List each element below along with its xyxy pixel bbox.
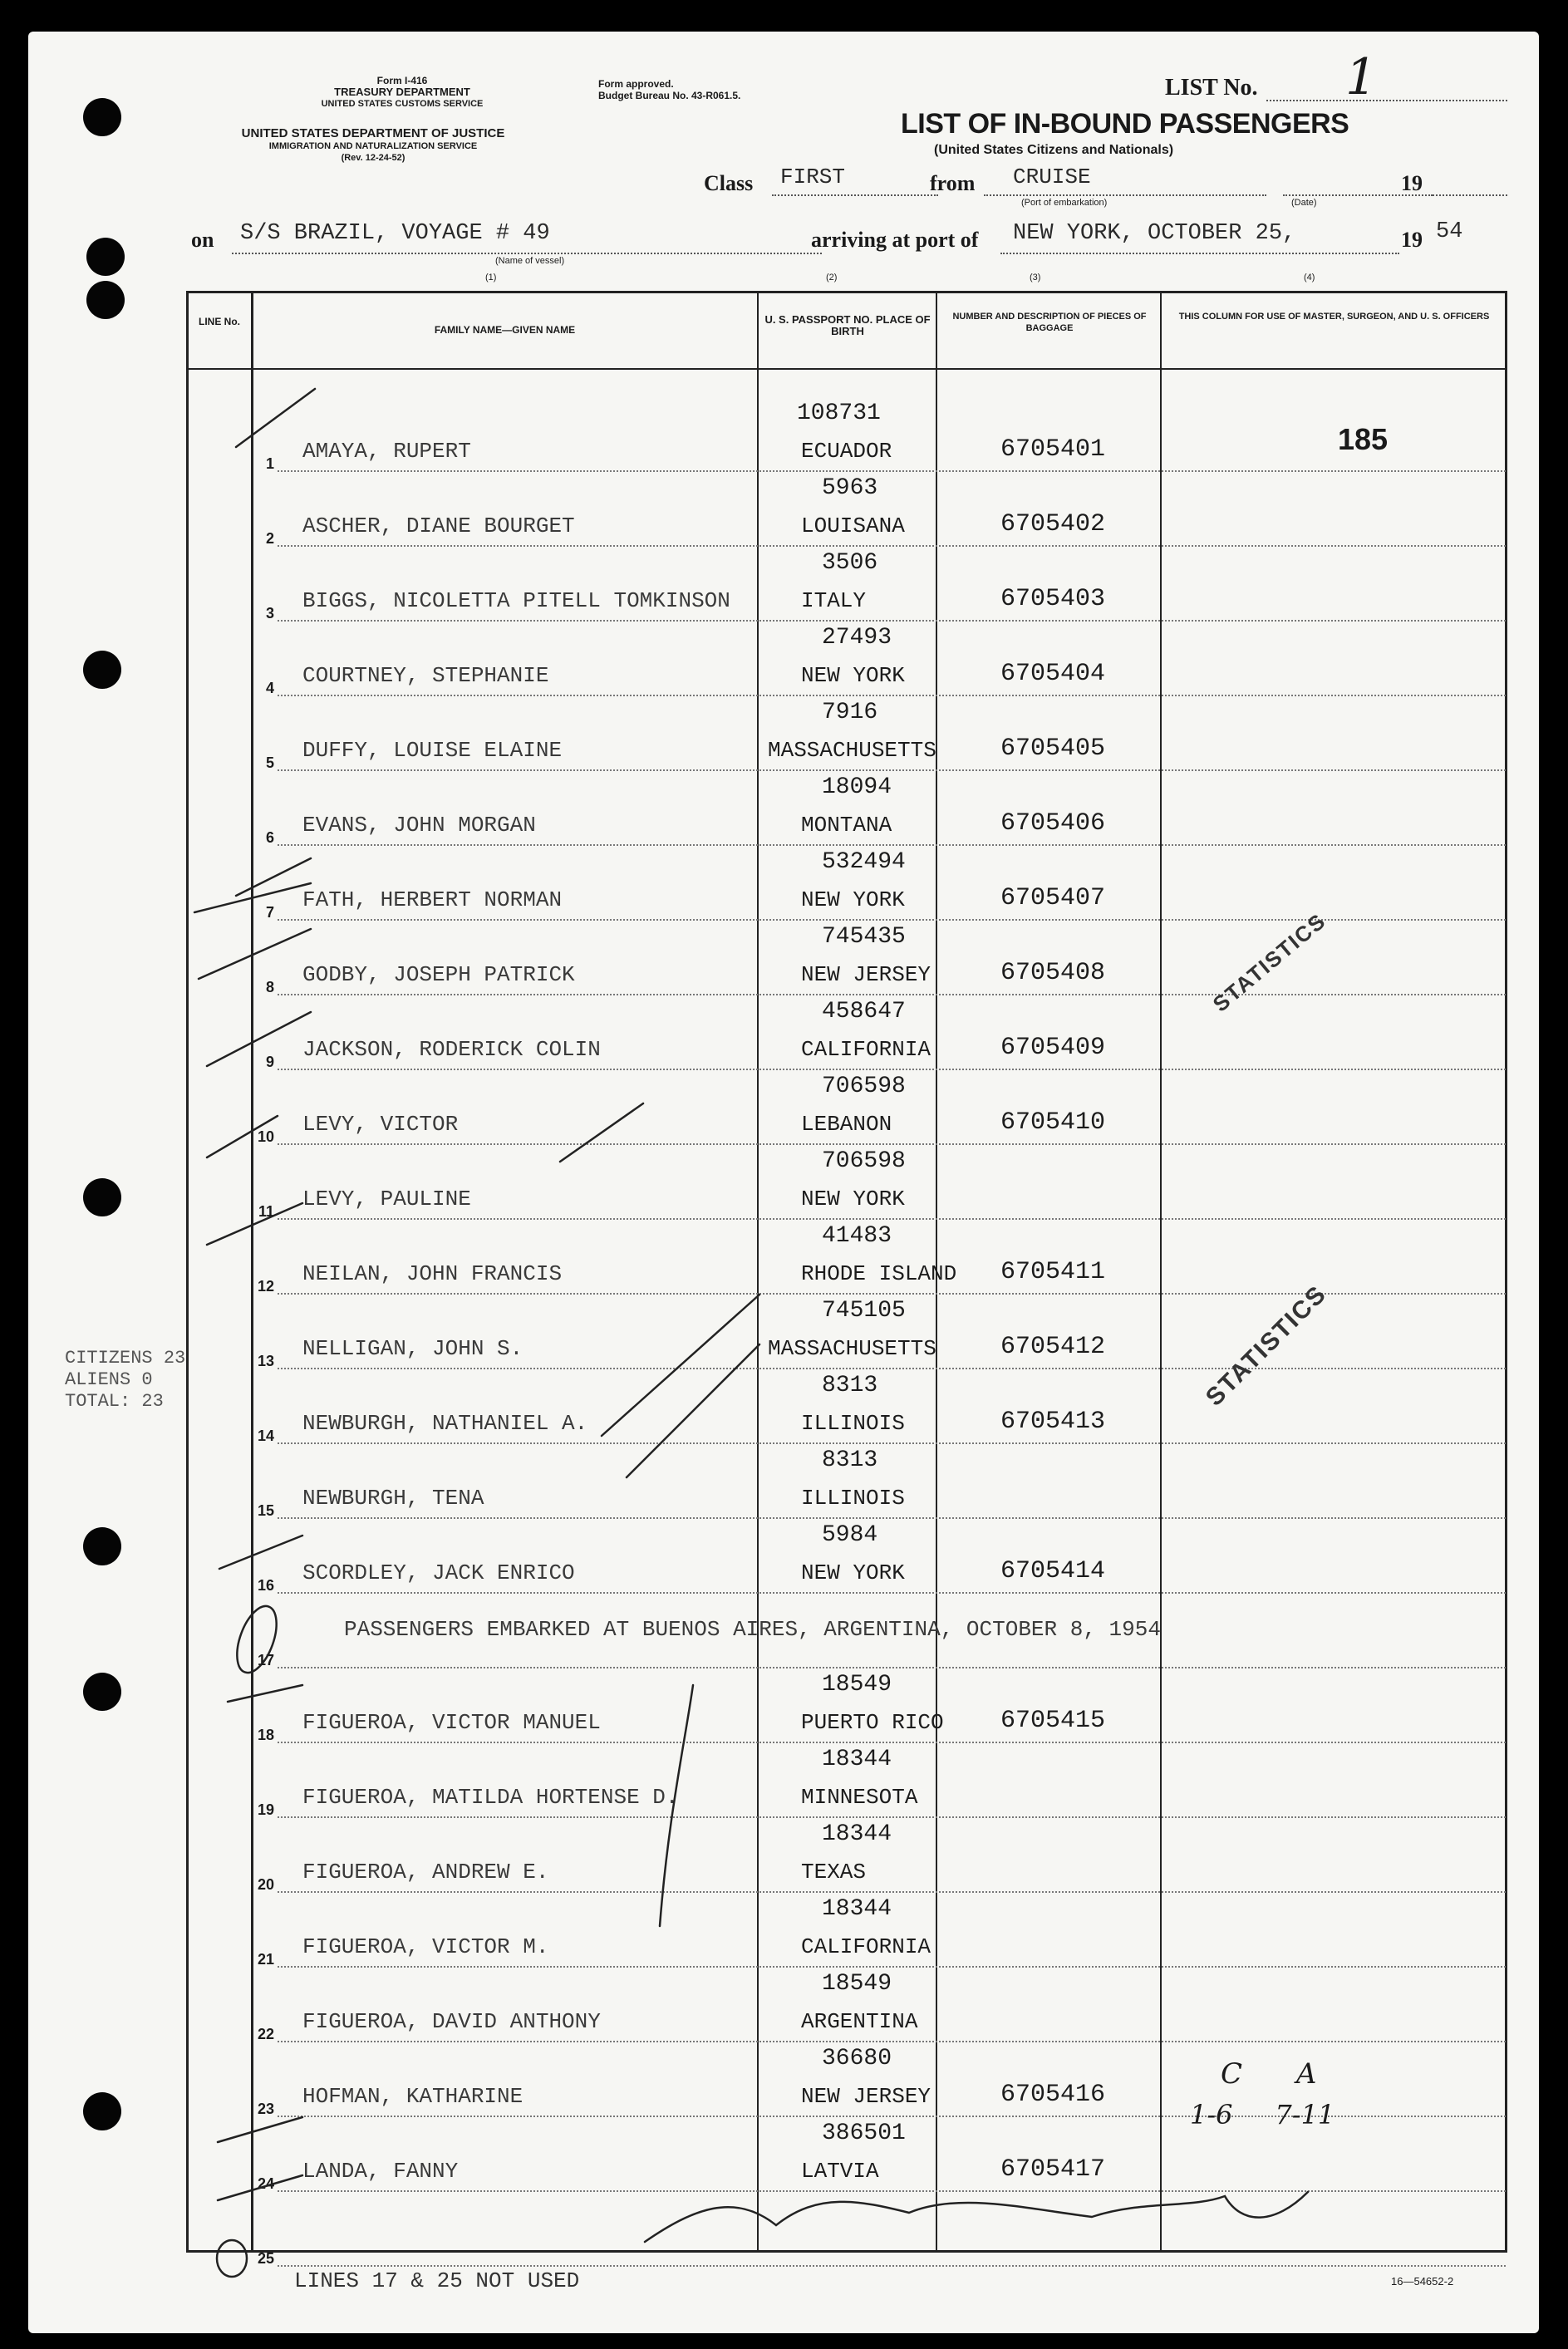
class-label: Class xyxy=(704,171,754,195)
table-right-rule xyxy=(1505,291,1507,2253)
from-label: from xyxy=(930,171,976,195)
place-of-birth: ECUADOR xyxy=(801,439,892,464)
row-rule xyxy=(278,1816,1506,1818)
on-label: on xyxy=(191,228,214,252)
passenger-name: NEILAN, JOHN FRANCIS xyxy=(302,1261,563,1286)
baggage-number: 6705417 xyxy=(1000,2155,1106,2184)
binder-hole xyxy=(83,98,121,136)
passport-number: 18344 xyxy=(822,1747,892,1772)
place-of-birth: CALIFORNIA xyxy=(801,1934,931,1959)
col-header-baggage: NUMBER AND DESCRIPTION OF PIECES OF BAGGAGE xyxy=(952,312,1147,333)
baggage-number: 6705410 xyxy=(1000,1108,1106,1137)
binder-hole xyxy=(83,651,121,689)
passenger-name: AMAYA, RUPERT xyxy=(302,439,471,464)
baggage-number: 6705405 xyxy=(1000,735,1106,763)
passport-number: 3506 xyxy=(822,550,878,576)
row-rule xyxy=(278,2190,1506,2192)
passenger-name: BIGGS, NICOLETTA PITELL TOMKINSON xyxy=(302,588,730,613)
place-of-birth: MASSACHUSETTS xyxy=(768,1336,936,1361)
baggage-number: 6705403 xyxy=(1000,585,1106,613)
table-bottom-rule xyxy=(186,2250,1507,2253)
passport-number: 18549 xyxy=(822,1971,892,1997)
statistics-stamp: STATISTICS xyxy=(1207,907,1331,1017)
passport-number: 745105 xyxy=(822,1298,906,1324)
place-of-birth: NEW YORK xyxy=(801,1187,905,1211)
vessel-line xyxy=(232,253,822,254)
place-of-birth: LOUISANA xyxy=(801,514,905,538)
row-rule xyxy=(278,1442,1506,1444)
place-of-birth: MONTANA xyxy=(801,813,892,838)
line-number: 19 xyxy=(257,1801,274,1818)
year-prefix: 19 xyxy=(1401,171,1423,195)
place-of-birth: LATVIA xyxy=(801,2159,879,2184)
document-title: LIST OF IN-BOUND PASSENGERS xyxy=(901,108,1349,140)
row-rule xyxy=(278,695,1506,696)
place-of-birth: NEW YORK xyxy=(801,663,905,688)
passenger-name: ASCHER, DIANE BOURGET xyxy=(302,514,575,538)
passport-number: 41483 xyxy=(822,1223,892,1249)
place-of-birth: CALIFORNIA xyxy=(801,1037,931,1062)
passenger-name: FIGUEROA, VICTOR M. xyxy=(302,1934,549,1959)
arrival-port-date: NEW YORK, OCTOBER 25, xyxy=(1013,221,1296,246)
row-rule xyxy=(278,1368,1506,1369)
baggage-number: 6705402 xyxy=(1000,510,1106,538)
place-of-birth: ILLINOIS xyxy=(801,1486,905,1511)
passport-number: 18549 xyxy=(822,1672,892,1698)
line-number: 20 xyxy=(257,1876,274,1893)
passenger-name: LEVY, PAULINE xyxy=(302,1187,471,1211)
place-of-birth: MINNESOTA xyxy=(801,1785,918,1810)
baggage-number: 6705414 xyxy=(1000,1557,1106,1585)
place-of-birth: NEW JERSEY xyxy=(801,962,931,987)
date-caption: (Date) xyxy=(1291,198,1317,208)
statistics-stamp: STATISTICS xyxy=(1200,1280,1332,1412)
customs-service: UNITED STATES CUSTOMS SERVICE xyxy=(321,99,484,109)
passport-number: 18094 xyxy=(822,774,892,800)
passenger-name: FIGUEROA, DAVID ANTHONY xyxy=(302,2009,601,2034)
place-of-birth: NEW YORK xyxy=(801,887,905,912)
budget-bureau: Budget Bureau No. 43-R061.5. xyxy=(598,90,741,101)
col-divider-baggage xyxy=(1160,291,1162,2253)
list-no-line xyxy=(1266,100,1507,101)
row-rule xyxy=(278,1517,1506,1519)
col-header-line: LINE No. xyxy=(199,316,240,327)
row17-note: PASSENGERS EMBARKED AT BUENOS AIRES, ARGENTINA, OCTOBER 8, 1954 xyxy=(344,1617,1161,1642)
place-of-birth: NEW JERSEY xyxy=(801,2084,931,2109)
passenger-name: LEVY, VICTOR xyxy=(302,1112,459,1137)
passport-number: 27493 xyxy=(822,625,892,651)
passport-number: 5984 xyxy=(822,1522,878,1548)
line-number: 17 xyxy=(257,1652,274,1668)
col-ref-1: (1) xyxy=(485,273,497,283)
row-rule xyxy=(278,1218,1506,1220)
officer-count: 185 xyxy=(1338,422,1389,456)
passenger-name: NEWBURGH, NATHANIEL A. xyxy=(302,1411,588,1436)
binder-hole xyxy=(83,1673,121,1711)
passenger-name: FIGUEROA, ANDREW E. xyxy=(302,1860,549,1885)
passport-number: 5963 xyxy=(822,475,878,501)
list-no-label: LIST No. xyxy=(1165,75,1258,101)
passenger-name: COURTNEY, STEPHANIE xyxy=(302,663,549,688)
year-line xyxy=(1433,194,1507,196)
handwritten-ca: C A xyxy=(1221,2057,1317,2091)
binder-hole xyxy=(83,1178,121,1216)
baggage-number: 6705408 xyxy=(1000,959,1106,987)
row-rule xyxy=(278,994,1506,995)
form-code: 16—54652-2 xyxy=(1391,2275,1454,2288)
baggage-number: 6705413 xyxy=(1000,1408,1106,1436)
col-header-name: FAMILY NAME—GIVEN NAME xyxy=(434,324,576,336)
line-number: 10 xyxy=(257,1128,274,1145)
list-no-value: 1 xyxy=(1345,48,1378,106)
justice-dept: UNITED STATES DEPARTMENT OF JUSTICE xyxy=(241,126,505,140)
row-rule xyxy=(278,2041,1506,2042)
manifest-page xyxy=(28,32,1539,2333)
line-number: 15 xyxy=(257,1502,274,1519)
baggage-number: 6705415 xyxy=(1000,1707,1106,1735)
baggage-number: 6705409 xyxy=(1000,1034,1106,1062)
row-rule xyxy=(278,620,1506,622)
line-number: 23 xyxy=(257,2101,274,2117)
passenger-name: HOFMAN, KATHARINE xyxy=(302,2084,523,2109)
line-number: 24 xyxy=(257,2175,274,2192)
passport-number: 458647 xyxy=(822,999,906,1025)
document-subtitle: (United States Citizens and Nationals) xyxy=(934,143,1174,157)
binder-hole xyxy=(86,281,125,319)
line-number: 21 xyxy=(257,1951,274,1968)
place-of-birth: ARGENTINA xyxy=(801,2009,918,2034)
passenger-name: FATH, HERBERT NORMAN xyxy=(302,887,563,912)
revision: (Rev. 12-24-52) xyxy=(341,153,406,163)
handwritten-ranges: 1-6 7-11 xyxy=(1190,2099,1335,2130)
col-ref-3: (3) xyxy=(1030,273,1041,283)
passport-number: 532494 xyxy=(822,849,906,875)
port-caption: (Port of embarkation) xyxy=(1021,198,1108,208)
passport-number: 36680 xyxy=(822,2046,892,2071)
baggage-number: 6705406 xyxy=(1000,809,1106,838)
line-number: 25 xyxy=(257,2250,274,2267)
place-of-birth: TEXAS xyxy=(801,1860,867,1885)
passenger-name: EVANS, JOHN MORGAN xyxy=(302,813,536,838)
line-number: 1 xyxy=(265,455,274,472)
row-rule xyxy=(278,1742,1506,1743)
line-number: 16 xyxy=(257,1577,274,1594)
citizens-total: CITIZENS 23 xyxy=(65,1348,186,1369)
passport-number: 706598 xyxy=(822,1148,906,1174)
passenger-name: NELLIGAN, JOHN S. xyxy=(302,1336,523,1361)
baggage-number: 6705412 xyxy=(1000,1333,1106,1361)
passport-number: 8313 xyxy=(822,1373,878,1398)
table-left-rule xyxy=(186,291,189,2253)
line-number: 22 xyxy=(257,2026,274,2042)
ins-service: IMMIGRATION AND NATURALIZATION SERVICE xyxy=(268,141,478,151)
passport-number: 706598 xyxy=(822,1074,906,1099)
passenger-name: LANDA, FANNY xyxy=(302,2159,459,2184)
grand-total: TOTAL: 23 xyxy=(65,1391,164,1412)
form-number: Form I-416 xyxy=(376,75,428,86)
row-rule xyxy=(278,1069,1506,1070)
passenger-name: SCORDLEY, JACK ENRICO xyxy=(302,1560,575,1585)
arrival-line xyxy=(1000,253,1399,254)
line-number: 3 xyxy=(265,605,274,622)
row-rule xyxy=(278,1143,1506,1145)
passenger-name: FIGUEROA, VICTOR MANUEL xyxy=(302,1710,601,1735)
handwritten-marks xyxy=(28,32,1539,2333)
line-number: 12 xyxy=(257,1278,274,1295)
passenger-name: JACKSON, RODERICK COLIN xyxy=(302,1037,601,1062)
passport-number: 18344 xyxy=(822,1821,892,1847)
line-number: 6 xyxy=(265,829,274,846)
vessel-caption: (Name of vessel) xyxy=(495,256,565,266)
row-rule xyxy=(278,1891,1506,1893)
row-rule xyxy=(278,844,1506,846)
place-of-birth: NEW YORK xyxy=(801,1560,905,1585)
arriving-label: arriving at port of xyxy=(811,228,979,252)
row-rule xyxy=(278,2265,1506,2267)
line-number: 11 xyxy=(258,1203,274,1220)
row-rule xyxy=(278,545,1506,547)
place-of-birth: MASSACHUSETTS xyxy=(768,738,936,763)
col-divider-name xyxy=(757,291,759,2253)
year2-prefix: 19 xyxy=(1401,228,1423,252)
col-ref-2: (2) xyxy=(826,273,838,283)
baggage-number: 6705401 xyxy=(1000,435,1106,464)
vessel-name: S/S BRAZIL, VOYAGE # 49 xyxy=(240,221,550,246)
line-number: 9 xyxy=(265,1054,274,1070)
class-line xyxy=(772,194,938,196)
row-rule xyxy=(278,1667,1506,1668)
baggage-number: 6705411 xyxy=(1000,1258,1106,1286)
binder-hole xyxy=(86,238,125,276)
passenger-name: NEWBURGH, TENA xyxy=(302,1486,484,1511)
col-header-officers: THIS COLUMN FOR USE OF MASTER, SURGEON, AND U. S. OFFICERS xyxy=(1178,312,1490,322)
place-of-birth: ITALY xyxy=(801,588,867,613)
passport-number: 745435 xyxy=(822,924,906,950)
binder-hole xyxy=(83,2092,121,2130)
table-header-rule xyxy=(186,368,1507,370)
table-top-rule xyxy=(186,291,1507,293)
line-number: 13 xyxy=(257,1353,274,1369)
line-number: 18 xyxy=(257,1727,274,1743)
from-value: CRUISE xyxy=(1013,165,1091,189)
passenger-name: FIGUEROA, MATILDA HORTENSE D. xyxy=(302,1785,679,1810)
col-header-passport: U. S. PASSPORT NO. PLACE OF BIRTH xyxy=(764,313,931,337)
passport-number: 108731 xyxy=(797,401,881,426)
line-number: 7 xyxy=(265,904,274,921)
baggage-number: 6705407 xyxy=(1000,884,1106,912)
line-number: 8 xyxy=(265,979,274,995)
col-ref-4: (4) xyxy=(1304,273,1315,283)
row-rule xyxy=(278,1592,1506,1594)
place-of-birth: LEBANON xyxy=(801,1112,892,1137)
place-of-birth: PUERTO RICO xyxy=(801,1710,944,1735)
year2-value: 54 xyxy=(1436,219,1463,244)
baggage-number: 6705416 xyxy=(1000,2081,1106,2109)
footer-note: LINES 17 & 25 NOT USED xyxy=(294,2268,580,2293)
margin-totals xyxy=(65,1348,185,1413)
passport-number: 18344 xyxy=(822,1896,892,1922)
binder-hole xyxy=(83,1527,121,1565)
row-rule xyxy=(278,1966,1506,1968)
from-line xyxy=(984,194,1266,196)
passport-number: 386501 xyxy=(822,2120,906,2146)
line-number: 14 xyxy=(257,1428,274,1444)
aliens-total: ALIENS 0 xyxy=(65,1369,153,1390)
line-number: 2 xyxy=(265,530,274,547)
baggage-number: 6705404 xyxy=(1000,660,1106,688)
class-value: FIRST xyxy=(780,165,846,189)
form-approved: Form approved. xyxy=(598,78,674,90)
row-rule xyxy=(278,470,1506,472)
row-rule xyxy=(278,769,1506,771)
passenger-name: DUFFY, LOUISE ELAINE xyxy=(302,738,563,763)
place-of-birth: ILLINOIS xyxy=(801,1411,905,1436)
line-number: 4 xyxy=(265,680,274,696)
treasury-dept: TREASURY DEPARTMENT xyxy=(334,86,470,98)
passport-number: 7916 xyxy=(822,700,878,725)
place-of-birth: RHODE ISLAND xyxy=(801,1261,957,1286)
passport-number: 8313 xyxy=(822,1447,878,1473)
passenger-name: GODBY, JOSEPH PATRICK xyxy=(302,962,575,987)
line-number: 5 xyxy=(265,754,274,771)
